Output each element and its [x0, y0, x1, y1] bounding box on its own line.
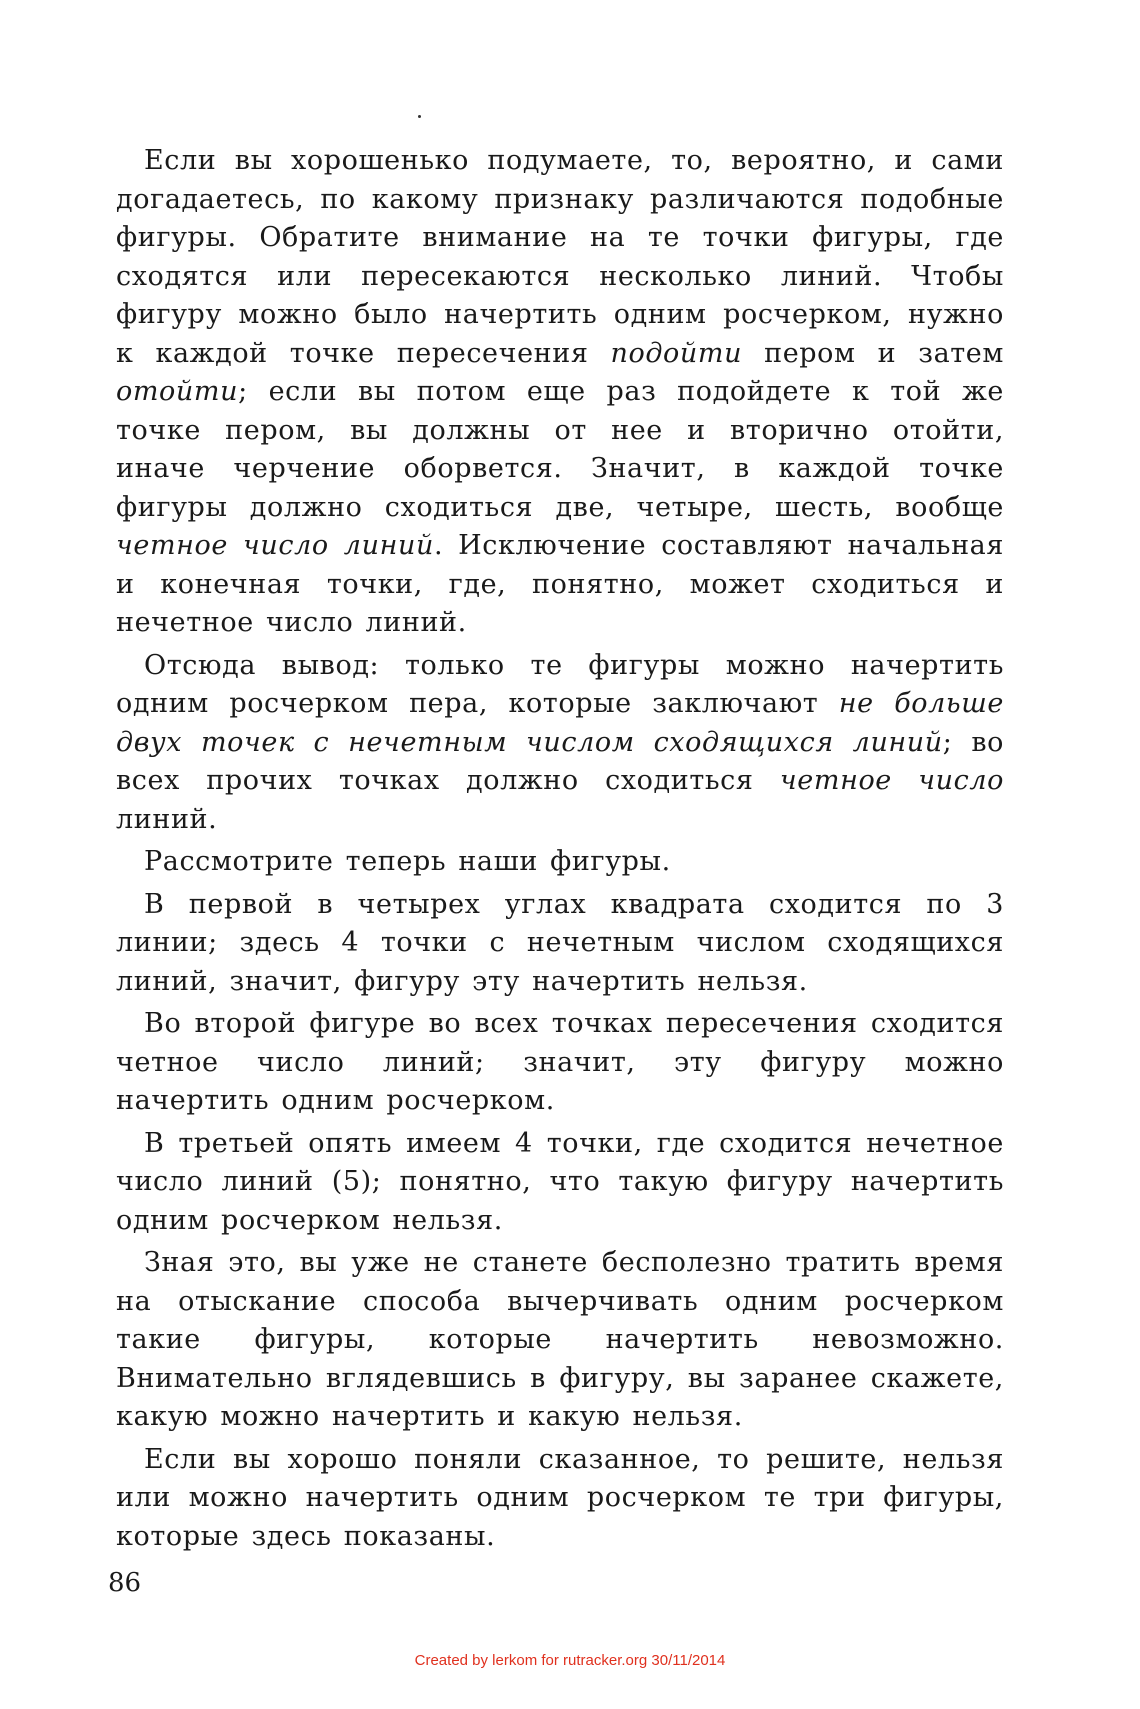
watermark-text: Created by lerkom for rutracker.org 30/11/2014 [414, 1652, 726, 1669]
emphasis-text: отойти [116, 376, 239, 407]
paragraph [116, 142, 1004, 643]
text-run: Зная это, вы уже не станете бесполезно тратить время на отыскание способа вычерчивать одним росчерком такие фигуры, которые начертить невозможно. Внимательно вглядевшись в фигуру, вы заранее скажете, какую можно начертить и какую нельзя. [116, 1247, 1004, 1432]
paragraph [116, 647, 1004, 840]
emphasis-text: четное число [779, 765, 1004, 796]
paragraph [116, 1005, 1004, 1121]
paragraph [116, 1441, 1004, 1557]
print-speck [418, 115, 421, 118]
emphasis-text: не больше двух точек с нечетным числом сходящихся линий [116, 688, 1004, 758]
paragraph [116, 843, 1004, 882]
text-run: В третьей опять имеем 4 точки, где сходится нечетное число линий (5); понятно, что такую фигуру начертить одним росчерком нельзя. [116, 1127, 1004, 1236]
page-number: 86 [108, 1568, 142, 1598]
paragraph [116, 1125, 1004, 1241]
text-run: Во второй фигуре во всех точках пересечения сходится четное число линий; значит, эту фигуру можно начертить одним росчерком. [116, 1008, 1004, 1116]
text-run: линий. [116, 803, 218, 835]
text-run: пером и затем [742, 337, 1004, 369]
text-run: Если вы хорошенько подумаете, то, вероятно, и сами догадаетесь, по какому признаку различаются подобные фигуры. Обратите внимание на те точки фигуры, где сходятся или пересекаются несколько линий. Чтобы фигуру можно было начертить одним росчерком, нужно к каждой точке пересечения [116, 145, 1004, 369]
body-text [116, 142, 1004, 1560]
text-run: ; если вы потом еще раз подойдете к той же точке пером, вы должны от нее и вторично отойти, иначе черчение оборвется. Значит, в каждой точке фигуры должно сходиться две, четыре, шесть, вообще [116, 376, 1004, 523]
text-run: . Исключение составляют начальная и конечная точки, где, понятно, может сходиться и нечетное число линий. [116, 530, 1004, 638]
paragraph [116, 1244, 1004, 1437]
text-run: В первой в четырех углах квадрата сходится по 3 линии; здесь 4 точки с нечетным числом сходящихся линий, значит, фигуру эту начертить нельзя. [116, 888, 1004, 997]
text-run: ; во всех прочих точках должно сходиться [116, 726, 1004, 796]
emphasis-text: четное число линий [116, 530, 434, 561]
text-run: Отсюда вывод: только те фигуры можно начертить одним росчерком пера, которые заключают [116, 649, 1004, 719]
text-run: Если вы хорошо поняли сказанное, то решите, нельзя или можно начертить одним росчерком те три фигуры, которые здесь показаны. [116, 1443, 1004, 1552]
text-run: Рассмотрите теперь наши фигуры. [144, 846, 671, 877]
emphasis-text: подойти [610, 337, 743, 369]
paragraph [116, 886, 1004, 1002]
